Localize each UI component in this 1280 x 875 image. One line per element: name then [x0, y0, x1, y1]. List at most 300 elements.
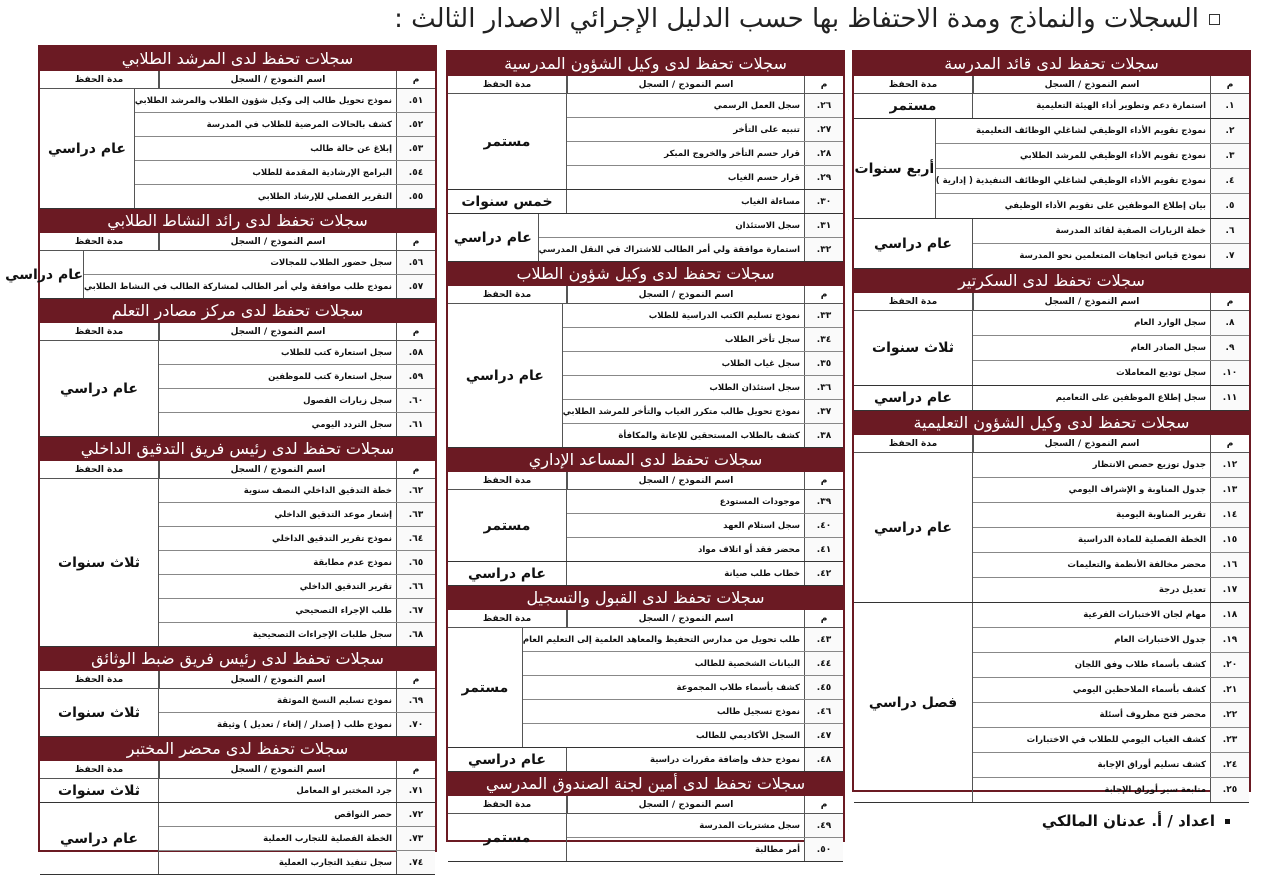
record-name: نموذج تقويم الأداء الوظيفي لشاغلي الوظائف التنفيذية ( إدارية ) — [935, 176, 1206, 186]
table-row — [973, 628, 1249, 653]
retention-group — [448, 490, 843, 562]
group-rows — [973, 311, 1249, 385]
table-row — [135, 113, 435, 137]
row-number: ١٢. — [1210, 453, 1249, 477]
record-name: تنبيه على التأخر — [733, 124, 800, 135]
table-row — [567, 142, 843, 166]
group-rows — [159, 341, 435, 436]
record-name: سجل زيارات الفصول — [303, 395, 392, 406]
row-number: ٥٥. — [396, 185, 435, 208]
table-row — [539, 214, 843, 238]
record-name: طلب تحويل من مدارس التحفيظ والمعاهد العلمية إلى التعليم العام — [522, 634, 800, 645]
row-number: ٥١. — [396, 89, 435, 112]
column-headers — [854, 435, 1249, 453]
row-number: ١. — [1210, 94, 1249, 118]
row-number: ٧١. — [396, 779, 435, 802]
header-num: م — [804, 796, 843, 813]
record-name: سجل الصادر العام — [1130, 343, 1206, 353]
row-number: ٣٧. — [804, 400, 843, 423]
retention-period: عام دراسي — [854, 453, 973, 602]
record-name: حصر النواقص — [334, 809, 392, 820]
record-name: سجل طلبات الإجراءات التصحيحية — [252, 629, 392, 640]
header-retention: مدة الحفظ — [448, 610, 567, 627]
row-number: ٥٤. — [396, 161, 435, 184]
record-name: تعديل درجة — [1158, 585, 1206, 595]
group-rows — [159, 479, 435, 646]
record-name: السجل الأكاديمي للطالب — [696, 730, 800, 741]
table-row — [567, 118, 843, 142]
header-name: اسم النموذج / السجل — [159, 71, 396, 88]
header-num: م — [396, 761, 435, 778]
record-name: نموذج تقرير التدقيق الداخلي — [272, 533, 392, 544]
table-row — [135, 137, 435, 161]
row-number: ٤٧. — [804, 724, 843, 747]
table-row — [563, 376, 843, 400]
header-retention: مدة الحفظ — [854, 293, 973, 310]
retention-period: عام دراسي — [448, 214, 539, 261]
row-number: ٤٩. — [804, 814, 843, 837]
header-num: م — [396, 671, 435, 688]
group-rows — [523, 628, 843, 747]
table-row — [135, 185, 435, 208]
row-number: ١٠. — [1210, 361, 1249, 385]
row-number: ٢٨. — [804, 142, 843, 165]
record-name: سجل استعارة كتب للطلاب — [281, 347, 392, 358]
record-name: استمارة دعم وتطوير أداء الهيئة التعليمية — [1036, 101, 1206, 111]
table-row — [539, 238, 843, 261]
retention-group — [40, 803, 435, 875]
table-row — [936, 144, 1249, 169]
table-row — [973, 528, 1249, 553]
column-headers — [448, 286, 843, 304]
table-row — [567, 514, 843, 538]
table-row — [936, 169, 1249, 194]
table-row — [84, 251, 435, 275]
column-headers — [40, 71, 435, 89]
group-rows — [973, 94, 1249, 118]
table-row — [567, 94, 843, 118]
retention-group — [854, 219, 1249, 269]
record-name: نموذج تقويم الأداء الوظيفي للمرشد الطلابي — [1019, 151, 1206, 161]
retention-period: ثلاث سنوات — [40, 689, 159, 736]
table-row — [973, 94, 1249, 118]
group-rows — [973, 386, 1249, 410]
section-title: سجلات تحفظ لدى وكيل شؤون الطلاب — [448, 262, 843, 286]
record-name: سجل العمل الرسمي — [713, 100, 800, 111]
row-number: ٦. — [1210, 219, 1249, 243]
retention-period: مستمر — [448, 628, 523, 747]
record-name: نموذج قياس اتجاهات المتعلمين نحو المدرسة — [1019, 251, 1206, 261]
row-number: ٢٤. — [1210, 753, 1249, 777]
record-name: التقرير الفصلي للإرشاد الطلابي — [257, 191, 392, 202]
retention-group — [448, 190, 843, 214]
group-rows — [539, 214, 843, 261]
table-row — [973, 703, 1249, 728]
section-title: سجلات تحفظ لدى رائد النشاط الطلابي — [40, 209, 435, 233]
record-name: نموذج تسجيل طالب — [716, 706, 800, 717]
row-number: ٤٥. — [804, 676, 843, 699]
record-name: كشف تسليم أوراق الإجابة — [1097, 760, 1206, 770]
row-number: ٢٦. — [804, 94, 843, 117]
table-row — [159, 575, 435, 599]
record-name: سجل مشتريات المدرسة — [699, 820, 800, 831]
record-name: مهام لجان الاختبارات الفرعية — [1083, 610, 1206, 620]
retention-period: أربع سنوات — [854, 119, 936, 218]
record-name: سجل استعارة كتب للموظفين — [268, 371, 392, 382]
record-name: أمر مطالبة — [755, 844, 800, 855]
table-row — [973, 653, 1249, 678]
row-number: ٤١. — [804, 538, 843, 561]
retention-group — [854, 603, 1249, 803]
section-title: سجلات تحفظ لدى رئيس فريق ضبط الوثائق — [40, 647, 435, 671]
group-rows — [567, 94, 843, 189]
header-num: م — [804, 76, 843, 93]
record-name: قرار حسم التأخر والخروج المبكر — [664, 148, 800, 159]
retention-period: ثلاث سنوات — [40, 779, 159, 802]
group-rows — [567, 490, 843, 561]
record-name: كشف الغياب اليومي للطلاب في الاختبارات — [1026, 735, 1206, 745]
record-name: نموذج حذف وإضافة مقررات دراسية — [650, 754, 800, 765]
footer-credit — [1040, 812, 1230, 830]
retention-group — [40, 779, 435, 803]
table-row — [567, 562, 843, 585]
column-headers — [854, 76, 1249, 94]
table-row — [973, 361, 1249, 385]
header-num: م — [804, 472, 843, 489]
table-row — [973, 478, 1249, 503]
row-number: ١٨. — [1210, 603, 1249, 627]
retention-group — [40, 341, 435, 437]
header-name: اسم النموذج / السجل — [973, 293, 1210, 310]
header-name: اسم النموذج / السجل — [973, 76, 1210, 93]
retention-period: ثلاث سنوات — [40, 479, 159, 646]
header-num: م — [1210, 293, 1249, 310]
column-middle — [446, 50, 845, 855]
retention-period: عام دراسي — [40, 341, 159, 436]
record-name: الخطة الفصلية للمادة الدراسية — [1078, 535, 1206, 545]
row-number: ١٤. — [1210, 503, 1249, 527]
header-name: اسم النموذج / السجل — [159, 323, 396, 340]
table-row — [159, 365, 435, 389]
table-row — [159, 551, 435, 575]
row-number: ٦٠. — [396, 389, 435, 412]
table-row — [973, 778, 1249, 802]
retention-period: فصل دراسي — [854, 603, 973, 802]
table-row — [159, 713, 435, 736]
row-number: ٤٤. — [804, 652, 843, 675]
row-number: ٥٧. — [396, 275, 435, 298]
row-number: ٣٨. — [804, 424, 843, 447]
section-title: سجلات تحفظ لدى أمين لجنة الصندوق المدرسي — [448, 772, 843, 796]
record-name: تقرير المناوبة اليومية — [1116, 510, 1206, 520]
record-name: جدول الاختبارات العام — [1114, 635, 1206, 645]
table-row — [973, 553, 1249, 578]
row-number: ١٥. — [1210, 528, 1249, 552]
group-rows — [159, 689, 435, 736]
table-row — [159, 827, 435, 851]
table-row — [973, 219, 1249, 244]
row-number: ٦٥. — [396, 551, 435, 574]
header-num: م — [1210, 76, 1249, 93]
header-retention: مدة الحفظ — [854, 76, 973, 93]
row-number: ٣٩. — [804, 490, 843, 513]
record-name: نموذج تحويل طالب إلى وكيل شؤون الطلاب والمرشد الطلابي — [134, 95, 392, 106]
table-row — [159, 779, 435, 802]
row-number: ٩. — [1210, 336, 1249, 360]
record-name: نموذج تقويم الأداء الوظيفي لشاغلي الوظائف التعليمية — [976, 126, 1206, 136]
retention-period: عام دراسي — [448, 304, 563, 447]
table-row — [159, 479, 435, 503]
header-num: م — [396, 461, 435, 478]
row-number: ٣٢. — [804, 238, 843, 261]
row-number: ١٣. — [1210, 478, 1249, 502]
column-right — [852, 50, 1251, 795]
table-row — [563, 400, 843, 424]
table-row — [973, 453, 1249, 478]
table-row — [523, 724, 843, 747]
table-row — [567, 748, 843, 771]
header-name: اسم النموذج / السجل — [159, 233, 396, 250]
record-name: سجل إطلاع الموظفين على التعاميم — [1055, 393, 1206, 403]
row-number: ٤٣. — [804, 628, 843, 651]
header-name: اسم النموذج / السجل — [567, 286, 804, 303]
record-name: سجل توديع المعاملات — [1116, 368, 1206, 378]
retention-group — [5, 251, 435, 299]
row-number: ٦١. — [396, 413, 435, 436]
section-title: سجلات تحفظ لدى مركز مصادر التعلم — [40, 299, 435, 323]
header-retention: مدة الحفظ — [448, 286, 567, 303]
section-title: سجلات تحفظ لدى محضر المختبر — [40, 737, 435, 761]
header-name: اسم النموذج / السجل — [567, 472, 804, 489]
retention-group — [448, 748, 843, 772]
retention-group — [448, 214, 843, 262]
table-row — [973, 728, 1249, 753]
group-rows — [567, 190, 843, 213]
header-retention: مدة الحفظ — [40, 71, 159, 88]
retention-period: مستمر — [448, 94, 567, 189]
retention-period: ثلاث سنوات — [854, 311, 973, 385]
record-name: بيان إطلاع الموظفين على تقويم الأداء الوظيفي — [1004, 201, 1206, 211]
table-row — [523, 652, 843, 676]
record-name: البيانات الشخصية للطالب — [694, 658, 800, 669]
row-number: ٢٧. — [804, 118, 843, 141]
row-number: ٢٩. — [804, 166, 843, 189]
table-row — [973, 753, 1249, 778]
record-name: سجل الاستئذان — [735, 220, 800, 231]
row-number: ٢١. — [1210, 678, 1249, 702]
retention-group — [854, 386, 1249, 411]
column-headers — [40, 233, 435, 251]
table-row — [159, 503, 435, 527]
section-title: سجلات تحفظ لدى رئيس فريق التدقيق الداخلي — [40, 437, 435, 461]
retention-period: عام دراسي — [448, 562, 567, 585]
table-row — [973, 311, 1249, 336]
record-name: قرار حسم الغياب — [727, 172, 800, 183]
record-name: محضر فقد أو اتلاف مواد — [698, 544, 800, 555]
header-retention: مدة الحفظ — [40, 461, 159, 478]
row-number: ٧. — [1210, 244, 1249, 268]
row-number: ٤٢. — [804, 562, 843, 585]
table-row — [973, 336, 1249, 361]
table-row — [159, 413, 435, 436]
group-rows — [84, 251, 435, 298]
table-row — [567, 538, 843, 561]
header-num: م — [396, 71, 435, 88]
table-row — [936, 119, 1249, 144]
retention-period: عام دراسي — [854, 386, 973, 410]
row-number: ١١. — [1210, 386, 1249, 410]
header-retention: مدة الحفظ — [854, 435, 973, 452]
retention-period: عام دراسي — [5, 251, 84, 298]
record-name: سجل حضور الطلاب للمجالات — [270, 257, 392, 268]
retention-group — [854, 94, 1249, 119]
column-headers — [448, 76, 843, 94]
group-rows — [159, 779, 435, 802]
record-name: سجل تنفيذ التجارب العملية — [278, 857, 392, 868]
record-name: كشف بالطلاب المستحقين للإعانة والمكافأة — [618, 430, 800, 441]
record-name: متابعة سير أوراق الإجابة — [1104, 785, 1206, 795]
record-name: نموذج طلب ( إصدار / إلغاء / تعديل ) وثيقة — [217, 719, 392, 730]
retention-group — [448, 562, 843, 586]
table-row — [567, 166, 843, 189]
retention-period: عام دراسي — [854, 219, 973, 268]
table-row — [563, 424, 843, 447]
header-num: م — [396, 323, 435, 340]
column-left — [5, 45, 437, 868]
page-title-text: السجلات والنماذج ومدة الاحتفاظ بها حسب الدليل الإجرائي الاصدار الثالث : — [394, 4, 1199, 34]
section-title: سجلات تحفظ لدى قائد المدرسة — [854, 52, 1249, 76]
row-number: ٥٢. — [396, 113, 435, 136]
row-number: ١٩. — [1210, 628, 1249, 652]
retention-period: مستمر — [854, 94, 973, 118]
square-bullet-icon — [1209, 14, 1220, 25]
header-retention: مدة الحفظ — [40, 671, 159, 688]
column-headers — [448, 472, 843, 490]
record-name: خطة الزيارات الصفية لقائد المدرسة — [1055, 226, 1206, 236]
retention-group — [448, 94, 843, 190]
record-name: إشعار موعد التدقيق الداخلي — [274, 509, 392, 520]
row-number: ٣١. — [804, 214, 843, 237]
table-row — [523, 676, 843, 700]
table-row — [563, 328, 843, 352]
header-num: م — [396, 233, 435, 250]
row-number: ٣٠. — [804, 190, 843, 213]
row-number: ٦٢. — [396, 479, 435, 502]
column-headers — [40, 323, 435, 341]
row-number: ٥. — [1210, 194, 1249, 218]
section-title: سجلات تحفظ لدى المرشد الطلابي — [40, 47, 435, 71]
record-name: جرد المختبر او المعامل — [296, 785, 392, 796]
row-number: ٧٣. — [396, 827, 435, 850]
record-name: البرامج الإرشادية المقدمة للطلاب — [252, 167, 392, 178]
record-name: خطة التدقيق الداخلي النصف سنوية — [243, 485, 392, 496]
row-number: ١٧. — [1210, 578, 1249, 602]
section-title: سجلات تحفظ لدى وكيل الشؤون التعليمية — [854, 411, 1249, 435]
table-row — [523, 628, 843, 652]
record-name: استمارة موافقة ولي أمر الطالب للاشتراك في النقل المدرسي — [538, 244, 800, 255]
row-number: ٣٥. — [804, 352, 843, 375]
row-number: ٣٣. — [804, 304, 843, 327]
table-row — [973, 503, 1249, 528]
record-name: طلب الإجراء التصحيحي — [295, 605, 392, 616]
retention-group — [40, 89, 435, 209]
group-rows — [973, 219, 1249, 268]
group-rows — [135, 89, 435, 208]
column-headers — [40, 461, 435, 479]
table-row — [159, 527, 435, 551]
header-name: اسم النموذج / السجل — [567, 796, 804, 813]
section-title: سجلات تحفظ لدى وكيل الشؤون المدرسية — [448, 52, 843, 76]
table-row — [159, 341, 435, 365]
record-name: كشف بأسماء طلاب المجموعة — [676, 682, 800, 693]
group-rows — [567, 814, 843, 861]
retention-group — [854, 311, 1249, 386]
record-name: مساءلة الغياب — [741, 196, 800, 207]
record-name: سجل تأخر الطلاب — [724, 334, 800, 345]
row-number: ٤٠. — [804, 514, 843, 537]
retention-group — [448, 628, 843, 748]
record-name: نموذج تسليم النسخ الموثقة — [277, 695, 392, 706]
record-name: نموذج تسليم الكتب الدراسية للطلاب — [648, 310, 800, 321]
row-number: ٤. — [1210, 169, 1249, 193]
page-title — [330, 2, 1220, 36]
column-headers — [40, 761, 435, 779]
row-number: ٥٩. — [396, 365, 435, 388]
record-name: نموذج تحويل طالب متكرر الغياب والتأخر للمرشد الطلابي — [562, 406, 800, 417]
group-rows — [936, 119, 1249, 218]
header-retention: مدة الحفظ — [448, 76, 567, 93]
header-retention: مدة الحفظ — [40, 233, 159, 250]
row-number: ٧٠. — [396, 713, 435, 736]
row-number: ٦٧. — [396, 599, 435, 622]
retention-period: مستمر — [448, 490, 567, 561]
table-row — [159, 851, 435, 874]
header-name: اسم النموذج / السجل — [567, 610, 804, 627]
group-rows — [567, 562, 843, 585]
record-name: محضر مخالفة الأنظمة والتعليمات — [1067, 560, 1206, 570]
table-row — [973, 386, 1249, 410]
column-headers — [40, 671, 435, 689]
record-name: جدول توزيع حصص الانتظار — [1092, 460, 1206, 470]
row-number: ٧٢. — [396, 803, 435, 826]
group-rows — [563, 304, 843, 447]
header-name: اسم النموذج / السجل — [567, 76, 804, 93]
row-number: ٨. — [1210, 311, 1249, 335]
retention-group — [448, 304, 843, 448]
row-number: ٤٦. — [804, 700, 843, 723]
record-name: الخطة الفصلية للتجارب العملية — [263, 833, 392, 844]
record-name: نموذج طلب موافقة ولي أمر الطالب لمشاركة الطالب في النشاط الطلابي — [84, 281, 392, 292]
row-number: ٥٠. — [804, 838, 843, 861]
row-number: ٦٦. — [396, 575, 435, 598]
row-number: ٣٦. — [804, 376, 843, 399]
row-number: ٥٦. — [396, 251, 435, 274]
retention-period: مستمر — [448, 814, 567, 861]
table-row — [567, 838, 843, 861]
column-headers — [448, 796, 843, 814]
record-name: نموذج عدم مطابقة — [313, 557, 392, 568]
record-name: سجل الوارد العام — [1134, 318, 1206, 328]
record-name: كشف بأسماء طلاب وفق اللجان — [1074, 660, 1206, 670]
row-number: ٤٨. — [804, 748, 843, 771]
group-rows — [973, 453, 1249, 602]
header-name: اسم النموذج / السجل — [159, 461, 396, 478]
retention-group — [40, 479, 435, 647]
retention-period: عام دراسي — [40, 89, 135, 208]
table-row — [159, 803, 435, 827]
row-number: ٦٤. — [396, 527, 435, 550]
table-row — [973, 603, 1249, 628]
